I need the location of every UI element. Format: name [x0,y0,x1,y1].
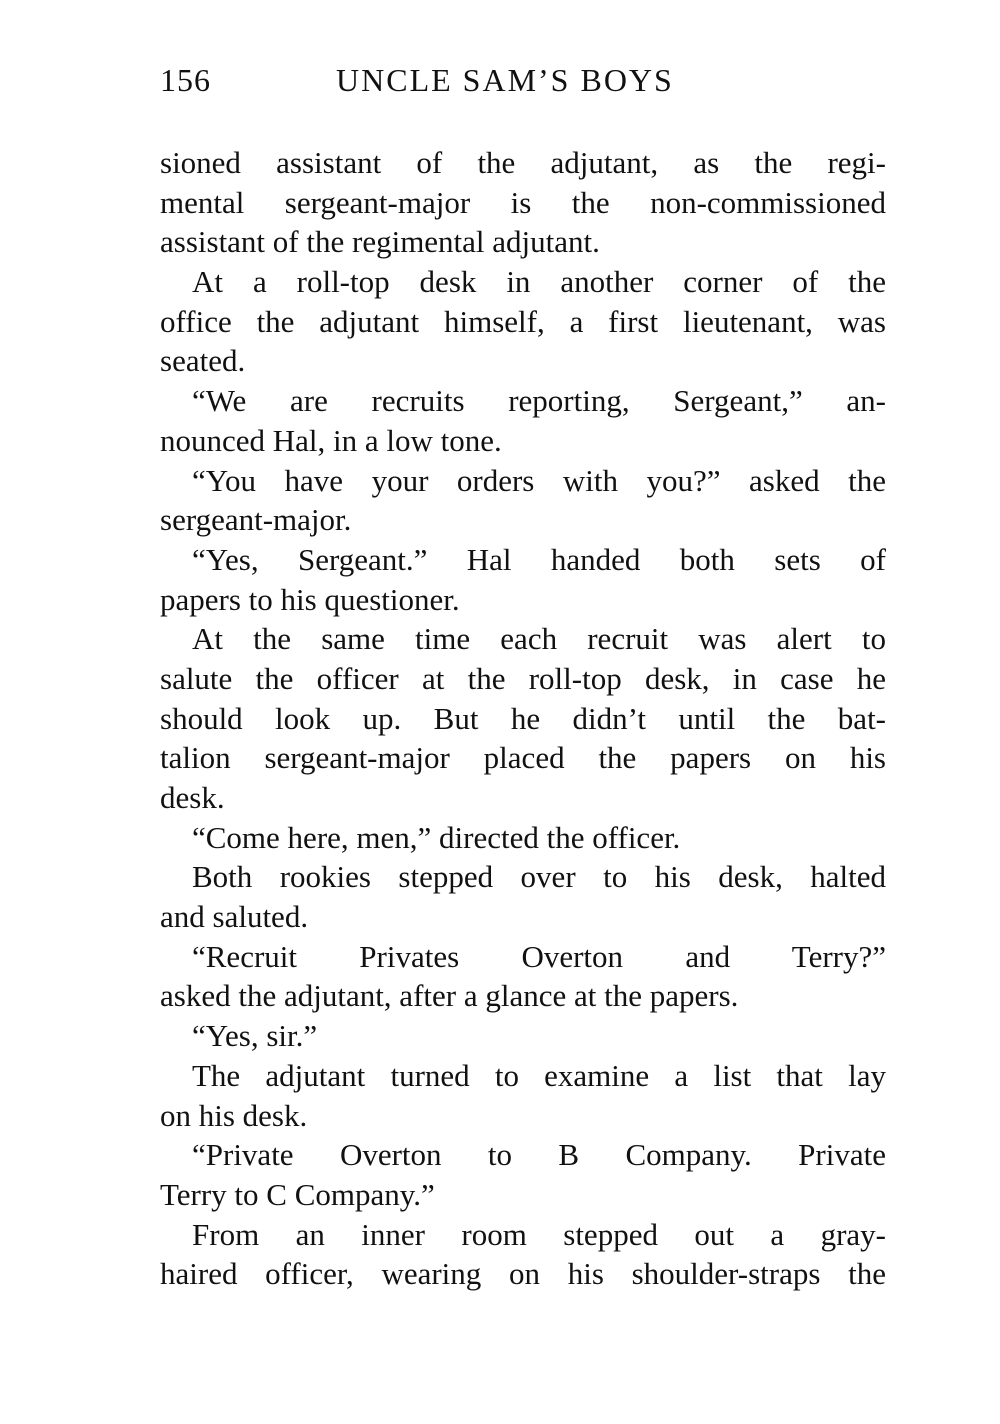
text-line: talion sergeant-major placed the papers on his [160,740,886,776]
page-header [160,62,720,102]
text-line: “We are recruits reporting, Sergeant,” an- [192,383,886,419]
text-line: sergeant-major. [160,502,352,538]
body-text [160,143,886,1294]
text-line: salute the officer at the roll-top desk, in case he [160,660,886,696]
text-line: papers to his questioner. [160,581,460,617]
text-line: on his desk. [160,1097,308,1133]
text-line: and saluted. [160,899,309,935]
text-line: should look up. But he didn’t until the bat- [160,700,886,736]
text-line: haired officer, wearing on his shoulder-straps the [160,1256,886,1292]
text-line: The adjutant turned to examine a list that lay [192,1057,886,1093]
text-line: “Yes, sir.” [192,1018,318,1054]
text-line: asked the adjutant, after a glance at the papers. [160,978,739,1014]
text-line: assistant of the regimental adjutant. [160,224,600,260]
text-line: mental sergeant-major is the non-commissioned [160,184,886,220]
running-title: UNCLE SAM’S BOYS [336,62,674,98]
page-number: 156 [160,62,211,98]
text-line: From an inner room stepped out a gray- [192,1216,886,1252]
text-line: “Yes, Sergeant.” Hal handed both sets of [192,541,886,577]
text-line: desk. [160,780,225,815]
text-line: nounced Hal, in a low tone. [160,422,502,458]
text-line: sioned assistant of the adjutant, as the regi- [160,145,886,180]
text-line: Terry to C Company.” [160,1176,435,1212]
text-line: Both rookies stepped over to his desk, halted [192,859,886,895]
text-line: “Come here, men,” directed the officer. [192,819,681,855]
text-line: At a roll-top desk in another corner of the [192,264,886,300]
text-line: “Recruit Privates Overton and Terry?” [192,938,886,974]
text-line: office the adjutant himself, a first lieutenant, was [160,303,886,339]
text-line: At the same time each recruit was alert to [192,621,886,657]
text-line: “Private Overton to B Company. Private [192,1137,886,1173]
text-line: seated. [160,343,246,379]
text-line: “You have your orders with you?” asked the [192,462,886,498]
